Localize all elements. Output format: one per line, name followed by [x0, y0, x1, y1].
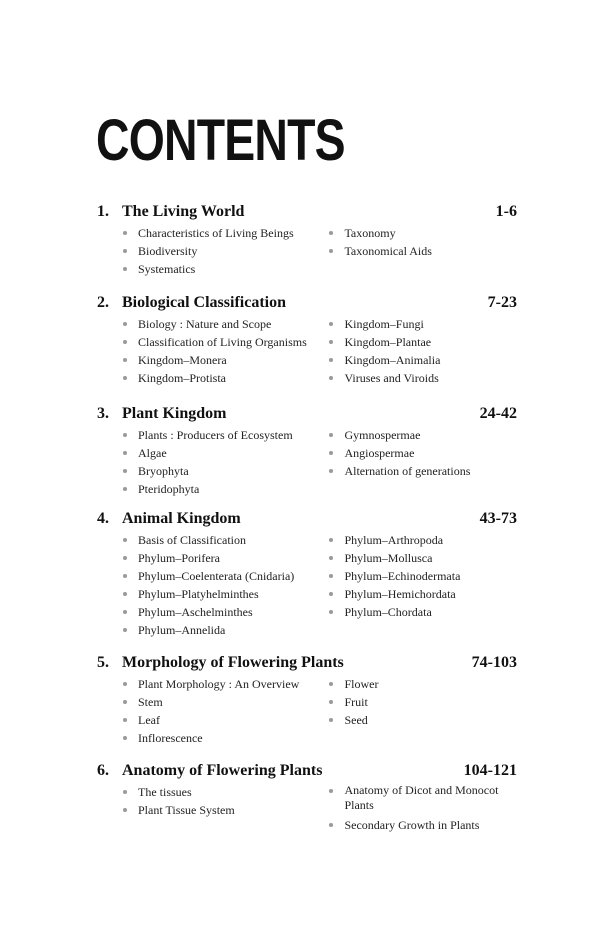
topic-list-left	[97, 783, 328, 834]
chapter-number: 2.	[97, 294, 109, 311]
topic-list-right	[328, 675, 517, 747]
topic-columns	[97, 224, 517, 278]
topic-item: Phylum–Echinodermata	[328, 567, 517, 585]
topic-item: Kingdom–Fungi	[328, 315, 517, 333]
topic-list-right	[328, 783, 517, 834]
chapter-heading	[97, 293, 517, 313]
topic-item: Flower	[328, 675, 517, 693]
topic-item: Anatomy of Dicot and Monocot Plants	[328, 783, 517, 813]
topic-item: Kingdom–Plantae	[328, 333, 517, 351]
topic-item: Phylum–Coelenterata (Cnidaria)	[122, 567, 328, 585]
chapter-number: 3.	[97, 405, 109, 422]
chapter-number: 5.	[97, 654, 109, 671]
page-title: CONTENTS	[96, 108, 345, 173]
topic-item: Biodiversity	[122, 242, 328, 260]
topic-item: Bryophyta	[122, 462, 328, 480]
topic-list-right	[328, 531, 517, 639]
topic-item: Taxonomy	[328, 224, 517, 242]
topic-item: Inflorescence	[122, 729, 328, 747]
chapter-heading	[97, 761, 517, 781]
topic-item: Kingdom–Monera	[122, 351, 328, 369]
chapter-entry	[97, 509, 517, 639]
topic-item: Angiospermae	[328, 444, 517, 462]
topic-item: Kingdom–Animalia	[328, 351, 517, 369]
topic-list-right	[328, 224, 517, 278]
topic-list-left	[97, 675, 328, 747]
topic-columns	[97, 675, 517, 747]
chapter-heading	[97, 202, 517, 222]
chapter-heading	[97, 404, 517, 424]
topic-item: Classification of Living Organisms	[122, 333, 328, 351]
chapter-page-range: 1-6	[495, 203, 517, 220]
chapter-title: Animal Kingdom	[122, 510, 241, 527]
chapter-page-range: 24-42	[479, 405, 517, 422]
topic-item: Systematics	[122, 260, 328, 278]
chapter-title: Plant Kingdom	[122, 405, 227, 422]
topic-item: Viruses and Viroids	[328, 369, 517, 387]
topic-item: Gymnospermae	[328, 426, 517, 444]
topic-item: The tissues	[122, 783, 328, 801]
topic-list-left	[97, 426, 328, 498]
chapter-title: Anatomy of Flowering Plants	[122, 762, 323, 779]
chapter-entry	[97, 202, 517, 278]
chapter-entry	[97, 761, 517, 834]
topic-item: Stem	[122, 693, 328, 711]
chapter-title: The Living World	[122, 203, 245, 220]
topic-item: Phylum–Platyhelminthes	[122, 585, 328, 603]
topic-item: Phylum–Hemichordata	[328, 585, 517, 603]
topic-item: Plant Tissue System	[122, 801, 328, 819]
topic-item: Basis of Classification	[122, 531, 328, 549]
topic-item: Phylum–Porifera	[122, 549, 328, 567]
topic-item: Phylum–Aschelminthes	[122, 603, 328, 621]
chapter-page-range: 74-103	[471, 654, 517, 671]
topic-item: Phylum–Arthropoda	[328, 531, 517, 549]
topic-list-right	[328, 426, 517, 498]
topic-item: Taxonomical Aids	[328, 242, 517, 260]
chapter-entry	[97, 653, 517, 747]
chapter-number: 6.	[97, 762, 109, 779]
topic-list-left	[97, 531, 328, 639]
topic-item: Phylum–Chordata	[328, 603, 517, 621]
chapter-heading	[97, 653, 517, 673]
topic-item: Leaf	[122, 711, 328, 729]
topic-item: Phylum–Mollusca	[328, 549, 517, 567]
topic-columns	[97, 315, 517, 387]
chapter-title: Biological Classification	[122, 294, 286, 311]
topic-item: Kingdom–Protista	[122, 369, 328, 387]
topic-item: Algae	[122, 444, 328, 462]
topic-item: Phylum–Annelida	[122, 621, 328, 639]
chapter-page-range: 104-121	[463, 762, 517, 779]
topic-item: Biology : Nature and Scope	[122, 315, 328, 333]
topic-item: Pteridophyta	[122, 480, 328, 498]
chapter-page-range: 7-23	[487, 294, 517, 311]
topic-columns	[97, 531, 517, 639]
topic-list-left	[97, 224, 328, 278]
topic-item: Alternation of generations	[328, 462, 517, 480]
topic-item: Characteristics of Living Beings	[122, 224, 328, 242]
topic-list-right	[328, 315, 517, 387]
topic-columns	[97, 426, 517, 498]
chapter-entry	[97, 404, 517, 498]
topic-columns	[97, 783, 517, 834]
topic-item: Fruit	[328, 693, 517, 711]
chapter-number: 4.	[97, 510, 109, 527]
chapter-title: Morphology of Flowering Plants	[122, 654, 344, 671]
chapter-heading	[97, 509, 517, 529]
topic-item: Plant Morphology : An Overview	[122, 675, 328, 693]
topic-list-left	[97, 315, 328, 387]
topic-item: Seed	[328, 711, 517, 729]
chapter-page-range: 43-73	[479, 510, 517, 527]
topic-item: Plants : Producers of Ecosystem	[122, 426, 328, 444]
chapter-number: 1.	[97, 203, 109, 220]
topic-item: Secondary Growth in Plants	[328, 816, 517, 834]
chapter-entry	[97, 293, 517, 387]
